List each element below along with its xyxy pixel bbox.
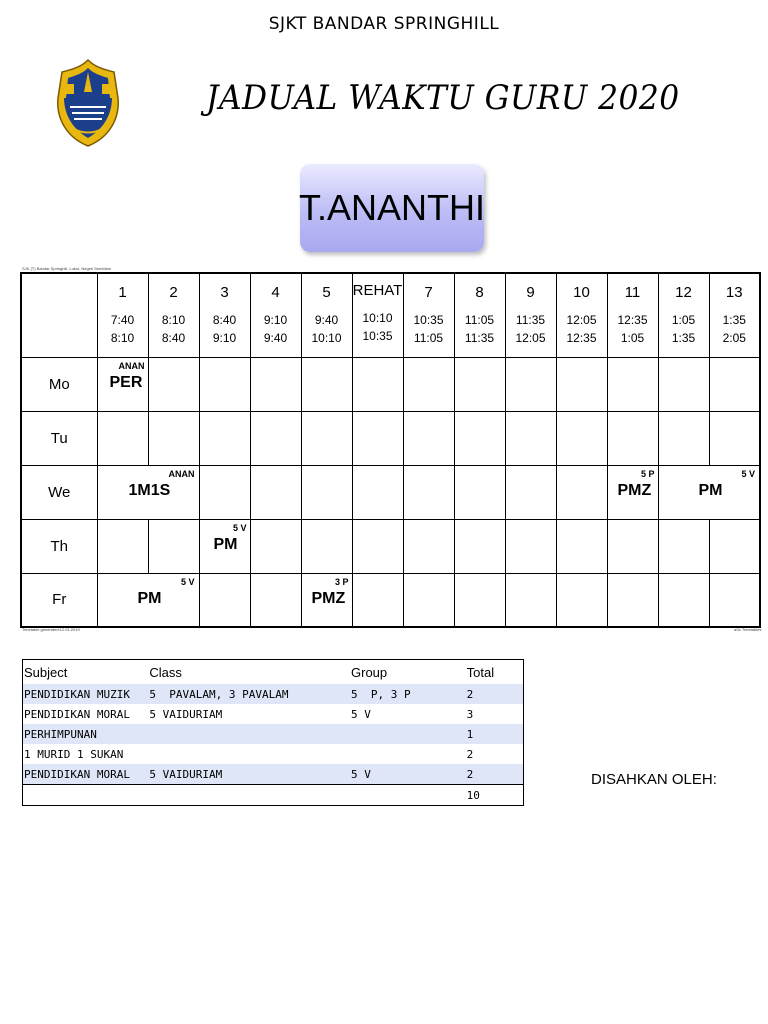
period-label: 13	[725, 284, 743, 301]
empty-cell	[97, 519, 148, 573]
empty-cell	[199, 465, 250, 519]
empty-cell	[352, 357, 403, 411]
period-end: 10:35	[362, 329, 393, 343]
lesson-cell[interactable]	[199, 519, 250, 573]
row-total: 2	[466, 684, 524, 704]
row-group	[350, 744, 466, 764]
empty-cell	[250, 411, 301, 465]
empty-cell	[250, 357, 301, 411]
period-2	[148, 273, 199, 357]
empty-cell	[250, 573, 301, 627]
footer-brand: aSc Timetables	[734, 627, 762, 632]
period-start: 7:40	[110, 313, 135, 327]
day-row-fr	[21, 573, 760, 627]
empty-cell	[658, 519, 709, 573]
period-end: 12:35	[566, 331, 597, 345]
period-end: 9:10	[212, 331, 237, 345]
period-label: 11	[624, 284, 641, 301]
period-end: 1:05	[620, 331, 645, 345]
empty-cell	[352, 519, 403, 573]
empty-cell	[148, 357, 199, 411]
period-label: REHAT	[352, 282, 403, 299]
empty-cell	[556, 411, 607, 465]
period-label: 8	[475, 284, 484, 301]
empty-cell	[403, 465, 454, 519]
empty-cell	[250, 519, 301, 573]
empty-cell	[199, 573, 250, 627]
period-end: 8:40	[161, 331, 186, 345]
period-start: 10:35	[413, 313, 444, 327]
row-group: 5 V	[351, 707, 371, 721]
empty-cell	[403, 573, 454, 627]
period-9	[505, 273, 556, 357]
period-rehat	[352, 273, 403, 357]
summary-row	[23, 744, 524, 764]
period-start: 9:40	[314, 313, 339, 327]
empty-cell	[301, 465, 352, 519]
summary-table	[22, 659, 524, 806]
empty-cell	[505, 357, 556, 411]
period-start: 12:05	[566, 313, 597, 327]
row-class	[148, 724, 350, 744]
empty-cell	[403, 357, 454, 411]
empty-cell	[352, 573, 403, 627]
period-end: 2:05	[722, 331, 746, 345]
row-subject: PENDIDIKAN MUZIK	[23, 684, 149, 704]
period-label: 9	[526, 284, 535, 301]
summary-row	[23, 764, 524, 785]
period-end: 9:40	[263, 331, 288, 345]
summary-row	[23, 704, 524, 724]
period-start: 10:10	[362, 311, 393, 325]
empty-cell	[454, 411, 505, 465]
row-class: 5 PAVALAM, 3 PAVALAM	[148, 684, 350, 704]
approval-label: DISAHKAN OLEH:	[591, 771, 717, 788]
period-start: 1:35	[722, 313, 746, 327]
empty-cell	[607, 519, 658, 573]
empty-cell	[658, 411, 709, 465]
period-12	[658, 273, 709, 357]
row-group: 5 P, 3 P	[350, 684, 466, 704]
empty-cell	[250, 465, 301, 519]
teacher-name-box	[300, 164, 484, 252]
period-label: 7	[424, 284, 433, 301]
empty-cell	[454, 357, 505, 411]
empty-cell	[556, 465, 607, 519]
lesson-group: ANAN	[118, 360, 145, 371]
row-group: 5 V	[350, 764, 466, 785]
grand-total: 10	[466, 785, 524, 806]
day-label: Th	[21, 519, 97, 573]
empty-cell	[352, 465, 403, 519]
day-row-th	[21, 519, 760, 573]
empty-cell	[709, 357, 760, 411]
period-8	[454, 273, 505, 357]
lesson-cell[interactable]	[301, 573, 352, 627]
row-total: 3	[466, 707, 474, 721]
row-total: 1	[466, 724, 524, 744]
row-class: 5 VAIDURIAM	[149, 707, 223, 721]
empty-cell	[556, 357, 607, 411]
footer-generated: Timetable generated:12.01.2019	[22, 627, 80, 632]
empty-cell	[148, 519, 199, 573]
empty-cell	[403, 519, 454, 573]
day-label: Tu	[21, 411, 97, 465]
lesson-subject: PMZ	[311, 589, 346, 607]
lesson-subject: PM	[137, 589, 162, 607]
school-crest-logo	[52, 58, 124, 148]
period-label: 12	[675, 284, 692, 301]
day-label: Fr	[21, 573, 97, 627]
period-4	[250, 273, 301, 357]
lesson-cell[interactable]	[97, 465, 199, 519]
empty-cell	[505, 465, 556, 519]
row-subject: PERHIMPUNAN	[23, 724, 149, 744]
lesson-subject: PER	[109, 373, 143, 391]
lesson-subject: PM	[698, 481, 723, 499]
day-row-mo	[21, 357, 760, 411]
period-1	[97, 273, 148, 357]
period-start: 8:10	[161, 313, 186, 327]
empty-cell	[658, 573, 709, 627]
period-label: 3	[220, 284, 229, 301]
header-total: Total	[466, 664, 495, 680]
empty-cell	[454, 519, 505, 573]
empty-cell	[505, 411, 556, 465]
lesson-subject: PMZ	[617, 481, 652, 499]
lesson-subject: 1M1S	[128, 481, 171, 499]
period-start: 12:35	[617, 313, 648, 327]
period-end: 11:05	[413, 331, 444, 345]
lesson-group: ANAN	[168, 468, 195, 479]
timetable-grid	[20, 272, 761, 628]
empty-cell	[709, 573, 760, 627]
period-label: 5	[322, 284, 331, 301]
header-subject: Subject	[24, 664, 68, 680]
period-5	[301, 273, 352, 357]
summary-row	[23, 724, 524, 744]
header-class: Class	[149, 664, 182, 680]
timetable-title: JADUAL WAKTU GURU 2020	[206, 78, 680, 118]
day-row-tu	[21, 411, 760, 465]
lesson-group: 5 P	[640, 468, 655, 479]
period-label: 2	[169, 284, 178, 301]
empty-cell	[607, 573, 658, 627]
row-class: 5 VAIDURIAM	[148, 764, 350, 785]
period-13	[709, 273, 760, 357]
summary-total-row	[23, 785, 524, 806]
empty-cell	[454, 465, 505, 519]
row-group	[350, 724, 466, 744]
period-10	[556, 273, 607, 357]
empty-cell	[505, 573, 556, 627]
period-label: 1	[118, 284, 127, 301]
row-subject: PENDIDIKAN MORAL	[23, 764, 149, 785]
lesson-cell[interactable]	[658, 465, 760, 519]
empty-cell	[199, 411, 250, 465]
period-label: 4	[271, 284, 280, 301]
corner-cell	[21, 273, 97, 357]
teacher-name: T.ANANTHI	[299, 187, 486, 228]
period-7	[403, 273, 454, 357]
period-11	[607, 273, 658, 357]
empty-cell	[301, 411, 352, 465]
empty-cell	[148, 411, 199, 465]
period-header-row	[21, 273, 760, 357]
empty-cell	[199, 357, 250, 411]
summary-row	[23, 684, 524, 704]
lesson-group: 5 V	[741, 468, 755, 479]
lesson-cell[interactable]	[97, 573, 199, 627]
period-3	[199, 273, 250, 357]
period-end: 1:35	[671, 331, 696, 345]
lesson-group: 5 V	[232, 522, 247, 533]
empty-cell	[352, 411, 403, 465]
empty-cell	[556, 519, 607, 573]
row-subject: PENDIDIKAN MORAL	[24, 707, 130, 721]
school-address: SJK (T) Bandar Springhill, Lukut, Negeri Sembilan	[22, 266, 111, 271]
lesson-subject: PM	[213, 535, 238, 553]
empty-cell	[607, 357, 658, 411]
empty-cell	[556, 573, 607, 627]
period-end: 11:35	[464, 331, 495, 345]
lesson-group: 5 V	[180, 576, 195, 587]
total-spacer	[148, 785, 350, 806]
empty-cell	[301, 519, 352, 573]
total-spacer	[23, 785, 149, 806]
header-group: Group	[351, 664, 388, 680]
empty-cell	[709, 411, 760, 465]
empty-cell	[658, 357, 709, 411]
day-label: We	[21, 465, 97, 519]
row-total: 2	[466, 747, 474, 761]
lesson-cell[interactable]	[97, 357, 148, 411]
empty-cell	[607, 411, 658, 465]
empty-cell	[97, 411, 148, 465]
empty-cell	[454, 573, 505, 627]
day-row-we	[21, 465, 760, 519]
period-end: 10:10	[311, 331, 342, 345]
empty-cell	[709, 519, 760, 573]
lesson-group: 3 P	[334, 576, 349, 587]
row-total: 2	[466, 764, 524, 785]
empty-cell	[301, 357, 352, 411]
empty-cell	[403, 411, 454, 465]
period-start: 1:05	[671, 313, 696, 327]
empty-cell	[505, 519, 556, 573]
period-start: 9:10	[263, 313, 288, 327]
day-label: Mo	[21, 357, 97, 411]
row-subject: 1 MURID 1 SUKAN	[24, 747, 124, 761]
period-end: 12:05	[515, 331, 546, 345]
period-end: 8:10	[110, 331, 135, 345]
summary-header-row	[23, 660, 524, 685]
lesson-cell[interactable]	[607, 465, 658, 519]
period-label: 10	[573, 284, 590, 301]
period-start: 8:40	[212, 313, 237, 327]
school-name: SJKT BANDAR SPRINGHILL	[268, 14, 500, 34]
period-start: 11:05	[464, 313, 495, 327]
period-start: 11:35	[515, 313, 546, 327]
total-spacer	[350, 785, 466, 806]
row-class	[148, 744, 350, 764]
